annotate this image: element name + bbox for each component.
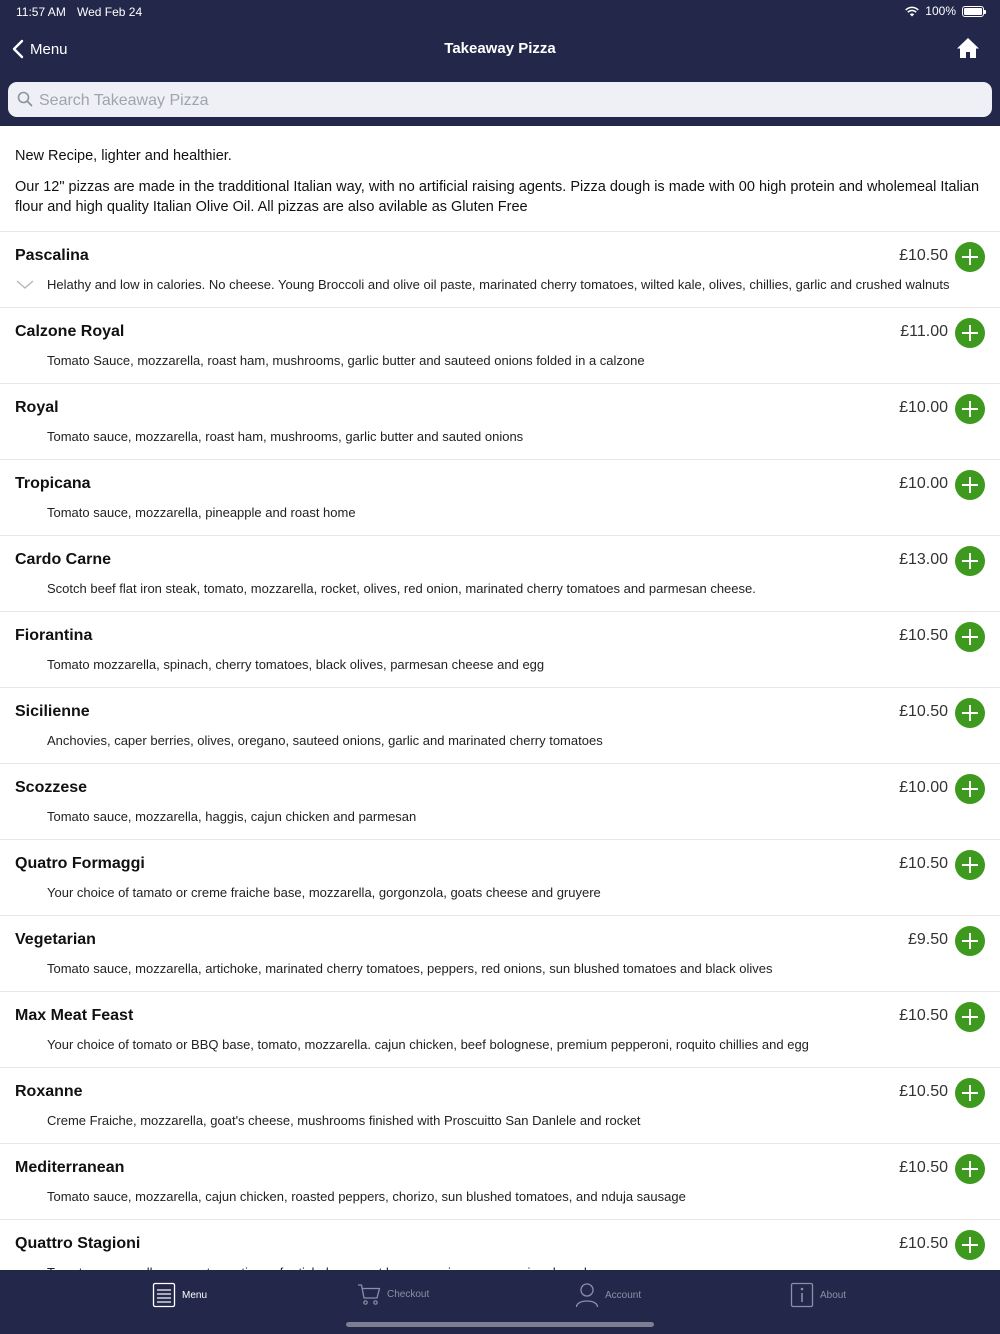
add-to-cart-button[interactable]	[955, 242, 985, 272]
menu-icon	[152, 1282, 176, 1308]
menu-item-price: £10.50	[899, 247, 948, 264]
page-title: Takeaway Pizza	[444, 40, 556, 57]
menu-item[interactable]	[0, 916, 1000, 992]
menu-item[interactable]	[0, 384, 1000, 460]
back-label: Menu	[30, 40, 68, 58]
menu-item-name: Cardo Carne	[15, 551, 112, 568]
menu-item[interactable]	[0, 688, 1000, 764]
top-bar	[0, 0, 1000, 126]
menu-item-price: £10.00	[899, 779, 948, 796]
home-button[interactable]	[956, 36, 980, 60]
menu-item-description: Your choice of tamato or creme fraiche base, mozzarella, gorgonzola, goats cheese and gruyere	[47, 885, 601, 900]
add-to-cart-button[interactable]	[955, 622, 985, 652]
menu-item-name: Pascalina	[15, 247, 89, 264]
tab-checkout-label: Checkout	[387, 1288, 430, 1300]
tab-menu-label: Menu	[182, 1289, 208, 1301]
menu-item[interactable]	[0, 840, 1000, 916]
menu-item-name: Fiorantina	[15, 627, 93, 644]
menu-item-price: £10.50	[899, 1235, 948, 1252]
tab-account-label: Account	[605, 1289, 642, 1301]
menu-content[interactable]	[0, 126, 1000, 1270]
status-time: 11:57 AM	[16, 5, 66, 19]
tab-about[interactable]	[790, 1282, 846, 1308]
add-to-cart-button[interactable]	[955, 774, 985, 804]
menu-item-name: Max Meat Feast	[15, 1007, 134, 1024]
battery-percent: 100%	[925, 4, 956, 18]
add-to-cart-button[interactable]	[955, 850, 985, 880]
menu-item-price: £10.00	[899, 399, 948, 416]
menu-item-price: £10.50	[899, 627, 948, 644]
search-bar[interactable]	[8, 82, 992, 117]
menu-item[interactable]	[0, 460, 1000, 536]
home-indicator	[346, 1322, 654, 1327]
menu-item-name: Calzone Royal	[15, 323, 125, 340]
cart-icon	[357, 1282, 381, 1306]
status-date: Wed Feb 24	[77, 5, 143, 19]
menu-item[interactable]	[0, 1068, 1000, 1144]
menu-item-price: £13.00	[899, 551, 948, 568]
menu-item-price: £10.50	[899, 1007, 948, 1024]
menu-item[interactable]	[0, 232, 1000, 308]
status-bar	[0, 0, 1000, 24]
tab-about-label: About	[820, 1289, 847, 1301]
menu-item-description: Your choice of tomato or BBQ base, tomato, mozzarella. cajun chicken, beef bolognese, premium pepperoni, roquito chillies and egg	[47, 1037, 809, 1052]
intro-line-2: Our 12" pizzas are made in the tradditional Italian way, with no artificial raising agents. Pizza dough is made with 00 high protein and wholemeal Italian flour and high quality Italian Olive Oil. All pizzas are also avilable as Gluten Free	[15, 179, 980, 215]
status-right	[905, 4, 984, 18]
menu-item-price: £10.50	[899, 855, 948, 872]
menu-item-price: £11.00	[900, 323, 948, 340]
menu-item[interactable]	[0, 764, 1000, 840]
menu-item-name: Quattro Stagioni	[15, 1235, 141, 1252]
wifi-icon	[905, 6, 919, 17]
menu-item-description: Tomato sauce, mozzarella, haggis, cajun chicken and parmesan	[47, 809, 417, 824]
info-icon	[790, 1282, 814, 1308]
menu-item-name: Sicilienne	[15, 703, 90, 720]
menu-item-price: £10.50	[899, 1083, 948, 1100]
account-icon	[575, 1282, 599, 1308]
menu-item-description: Tomato sauce, mozzarella, pineapple and roast home	[47, 505, 356, 520]
menu-item[interactable]	[0, 308, 1000, 384]
menu-item-description: Tomato sauce, mozzarella, artichoke, marinated cherry tomatoes, peppers, red onions, sun blushed tomatoes and black olives	[47, 961, 773, 976]
tab-menu[interactable]	[152, 1282, 207, 1308]
menu-item-name: Quatro Formaggi	[15, 855, 145, 872]
add-to-cart-button[interactable]	[955, 546, 985, 576]
menu-item-name: Vegetarian	[15, 931, 96, 948]
chevron-down-icon[interactable]	[16, 280, 34, 290]
menu-item[interactable]	[0, 992, 1000, 1068]
add-to-cart-button[interactable]	[955, 470, 985, 500]
add-to-cart-button[interactable]	[955, 318, 985, 348]
menu-item-name: Royal	[15, 399, 59, 416]
add-to-cart-button[interactable]	[955, 926, 985, 956]
tab-account[interactable]	[575, 1282, 641, 1308]
menu-item[interactable]	[0, 1144, 1000, 1220]
menu-item-price: £10.50	[899, 703, 948, 720]
add-to-cart-button[interactable]	[955, 1002, 985, 1032]
battery-icon	[962, 6, 984, 17]
menu-item-description: Tomato sauce, mozzarella, roast ham, mushrooms, garlic butter and sauted onions	[47, 429, 524, 444]
add-to-cart-button[interactable]	[955, 394, 985, 424]
home-icon	[956, 36, 980, 60]
menu-item-description: Creme Fraiche, mozzarella, goat's cheese, mushrooms finished with Proscuitto San Danlele and rocket	[47, 1113, 641, 1128]
menu-item-description: Helathy and low in calories. No cheese. Young Broccoli and olive oil paste, marinated cherry tomatoes, wilted kale, olives, chillies, garlic and crushed walnuts	[47, 277, 950, 292]
menu-item-price: £10.00	[899, 475, 948, 492]
search-input[interactable]	[37, 82, 981, 119]
intro-text	[0, 126, 1000, 232]
menu-item-price: £9.50	[907, 931, 948, 948]
menu-item-price: £10.50	[899, 1159, 948, 1176]
menu-item-description: Tomato sauce, mozzarella, cajun chicken, roasted peppers, chorizo, sun blushed tomatoes, and nduja sausage	[47, 1189, 686, 1204]
add-to-cart-button[interactable]	[955, 1230, 985, 1260]
search-icon	[17, 91, 33, 107]
menu-item-name: Tropicana	[15, 475, 91, 492]
add-to-cart-button[interactable]	[955, 698, 985, 728]
menu-item[interactable]	[0, 536, 1000, 612]
tab-checkout[interactable]	[357, 1282, 429, 1306]
menu-item-description: Tomato Sauce, mozzarella, roast ham, mushrooms, garlic butter and sauteed onions folded in a calzone	[47, 353, 645, 368]
menu-item-description: Tomato mozzarella, spinach, cherry tomatoes, black olives, parmesan cheese and egg	[47, 657, 545, 672]
menu-item-name: Mediterranean	[15, 1159, 125, 1176]
intro-line-1: New Recipe, lighter and healthier.	[15, 148, 232, 164]
menu-item-description: Anchovies, caper berries, olives, oregano, sauteed onions, garlic and marinated cherry tomatoes	[47, 733, 603, 748]
add-to-cart-button[interactable]	[955, 1154, 985, 1184]
menu-item-name: Roxanne	[15, 1083, 83, 1100]
add-to-cart-button[interactable]	[955, 1078, 985, 1108]
menu-item[interactable]	[0, 612, 1000, 688]
menu-item-description: Scotch beef flat iron steak, tomato, mozzarella, rocket, olives, red onion, marinated cherry tomatoes and parmesan cheese.	[47, 581, 756, 596]
menu-item-name: Scozzese	[15, 779, 88, 796]
menu-item-list	[0, 232, 1000, 1296]
